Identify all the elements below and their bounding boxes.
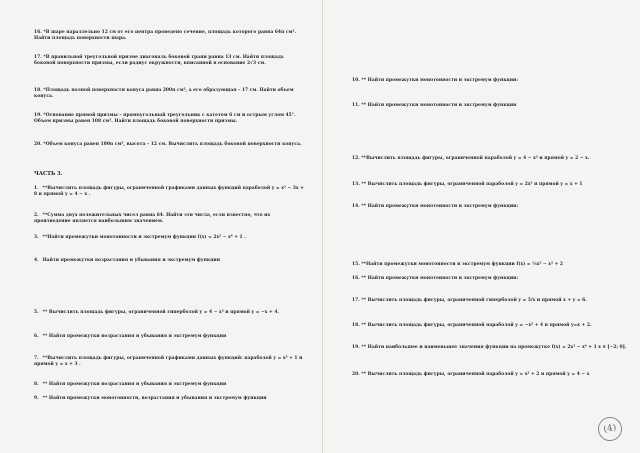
- right-item-17: 17. ** Вычислить площадь фигуры, ограниченной гиперболой y = 5/x и прямой x + y = 6.: [352, 298, 587, 303]
- part3-item-4: 4. Найти промежутки возрастания и убывания и экстремум функции: [34, 258, 221, 263]
- left-item-19: 19. *Основание прямой призмы – прямоугольный треугольник с катетом 6 см и острым углом 45°. Объем призмы равен 108 см³. Найти площадь боковой поверхности призмы.: [34, 113, 296, 125]
- left-item-18: 18. *Площадь полной поверхности конуса равна 200π см², а его образующая – 17 см. Найти объем конуса.: [34, 88, 294, 100]
- left-item-17: 17. *В правильной треугольной призме диагональ боковой грани равна 13 см. Найти площадь боковой поверхности призмы, если радиус окружности, вписанной в основание 2√3 см.: [34, 55, 284, 67]
- right-item-20: 20. ** Вычислить площадь фигуры, ограниченной параболой y = x² + 2 и прямой y = 4 − x: [352, 372, 590, 377]
- right-page: [322, 0, 640, 453]
- right-item-10: 10. ** Найти промежутки монотонности и экстремум функции:: [352, 78, 519, 83]
- part3-item-6: 6. ** Найти промежутки возрастания и убывания и экстремум функции: [34, 334, 227, 339]
- part3-item-5: 5. ** Вычислить площадь фигуры, ограниченной гиперболой y = 4 − x² и прямой y = −x + 4.: [34, 310, 279, 315]
- part3-item-7: 7. **Вычислить площадь фигуры, ограниченной графиками данных функций: параболой y = x² + 1 и прямой y = x + 3 .: [34, 356, 303, 368]
- right-item-19: 19. ** Найти наибольшее и наименьшее значения функции на промежутке f(x) = 2x² − x⁴ + 1 x ∈ [−2; 0].: [352, 345, 627, 350]
- left-item-16: 16. *В шаре параллельно 12 см от его центра проведено сечение, площадь которого равна 64π см². Найти площадь поверхности шара.: [34, 30, 297, 42]
- page-number: (4): [596, 415, 624, 443]
- part3-item-9: 9. ** Найти промежутки монотонности, возрастания и убывания и экстремум функции: [34, 396, 267, 401]
- part3-item-1: 1. **Вычислить площадь фигуры, ограниченной графиками данных функций параболой y = x² − 3x + 8 и прямой y = 4 − x .: [34, 186, 304, 198]
- right-item-12: 12. **Вычислить площадь фигуры, ограниченной параболой y = 4 − x² и прямой y = 2 − x.: [352, 156, 590, 161]
- left-item-20: 20. *Объем конуса равен 100π см³, высота – 12 см. Вычислить площадь боковой поверхности конуса.: [34, 142, 302, 147]
- part3-item-8: 8. ** Найти промежутки возрастания и убывания и экстремум функции: [34, 382, 227, 387]
- right-item-15: 15. **Найти промежутки монотонности и экстремум функции f(x) = ⅓x³ − x² + 2: [352, 262, 563, 267]
- part3-item-2: 2. **Сумма двух положительных чисел равна 64. Найти эти числа, если известно, что их произведение является наибольшим значением.: [34, 213, 271, 225]
- right-item-18: 18. ** Вычислить площадь фигуры, ограниченной параболой y = −x² + 4 и прямой y=x + 2.: [352, 323, 592, 328]
- part3-item-3: 3. **Найти промежутки монотонности и экстремум функции f(x) = 2x³ − x⁴ + 1 .: [34, 235, 246, 240]
- right-item-13: 13. ** Вычислить площадь фигуры, ограниченной параболой y = 2x² и прямой y = x + 1: [352, 182, 583, 187]
- right-item-16: 16. ** Найти промежутки монотонности и экстремум функции:: [352, 276, 519, 281]
- part-3-heading: ЧАСТЬ 3.: [34, 171, 63, 177]
- right-item-14: 14. ** Найти промежутки монотонности и экстремум функции:: [352, 204, 519, 209]
- right-item-11: 11. ** Найти промежутки монотонности и экстремум функции: [352, 103, 517, 108]
